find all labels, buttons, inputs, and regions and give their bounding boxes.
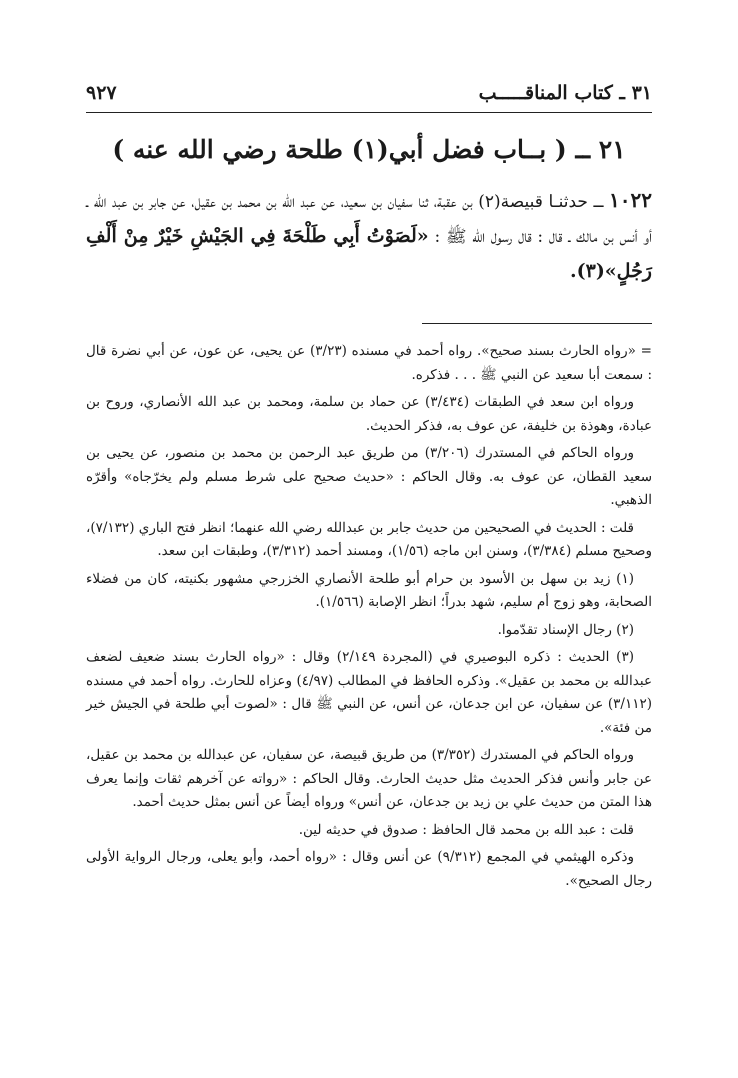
footnote-paragraph: وذكره الهيثمي في المجمع (٩/٣١٢) عن أنس وقال : «رواه أحمد، وأبو يعلى، ورجال الرواية الأولى رجال الصحيح». [86,849,652,889]
footnote-1: (١) زيد بن سهل بن الأسود بن حرام أبو طلحة الأنصاري الخزرجي مشهور بكنيته، كان من فضلاء الصحابة، وهو زوج أم سليم، شهد بدراً؛ انظر الإصابة (١/٥٦٦). [86,570,652,610]
hadith-text [86,183,652,303]
running-head [86,82,652,113]
footnote-paragraph: ورواه الحاكم في المستدرك (٣/٢٠٦) من طريق عبد الرحمن بن محمد بن منصور، عن يحيى بن سعيد القطان، عن عوف به. وقال الحاكم : «حديث صحيح على شرط مسلم ولم يخرّجاه» وأقرّه الذهبي. [86,445,652,508]
footnotes [86,340,652,893]
footnote-paragraph: قلت : الحديث في الصحيحين من حديث جابر بن عبدالله رضي الله عنهما؛ انظر فتح الباري (٧/١٣٢)، وصحيح مسلم (٣/٣٨٤)، وسنن ابن ماجه (١/٥٦)، ومسند أحمد (٣/٣١٢)، وطبقات ابن سعد. [86,519,652,559]
hadith-isnad: ــ حدثنـا قبيصة(٢) بن عقبة، ثنا سفيان بن سعيد، عن عبد الله بن محمد بن عقيل، عن جابر بن عبد الله ـ أو أنس بن مالك ـ قال : قال رسول الله ﷺ : [86,192,652,247]
footnote-continuation: = «رواه الحارث بسند صحيح». رواه أحمد في مسنده (٣/٢٣) عن يحيى، عن عون، عن أبي نضرة قال : سمعت أبا سعيد عن النبي ﷺ . . . فذكره. [86,343,652,383]
hadith-number: ١٠٢٢ [609,188,652,212]
footnote-2: (٢) رجال الإسناد تقدّموا. [497,621,634,638]
footnote-3: (٣) الحديث : ذكره البوصيري في (المجردة ٢/١٤٩) وقال : «رواه الحارث بسند ضعيف لضعف عبدالله بن محمد بن عقيل». وذكره الحافظ في المطالب (٤/٩٧) وعزاه للحارث. رواه أحمد في مسنده (٣/١١٢) عن سفيان، عن ابن جدعان، عن أنس، عن النبي ﷺ قال : «لصوت أبي طلحة في الجيش خير من فئة». [86,649,652,736]
page-number: ٩٢٧ [86,82,117,104]
footnote-paragraph: ورواه الحاكم في المستدرك (٣/٣٥٢) من طريق قبيصة، عن سفيان، عن عبدالله بن محمد بن عقيل، عن جابر وأنس فذكر الحديث مثل حديث الحارث. وقال الحاكم : «رواته عن آخرهم ثقات وإنما يعرف هذا المتن من حديث علي بن زيد بن جدعان، عن أنس» ورواه أيضاً عن أنس بمثل حديث أحمد. [86,747,652,810]
footnote-paragraph: ورواه ابن سعد في الطبقات (٣/٤٣٤) عن حماد بن سلمة، ومحمد بن عبد الله الأنصاري، وروح بن عبادة، وهوذة بن خليفة، عن عوف به، فذكر الحديث. [86,394,652,434]
chapter-heading: ٢١ ــ ( بــاب فضل أبي(١) طلحة رضي الله عنه ) [112,135,626,164]
footnote-divider [422,323,652,324]
chapter-running-title: ٣١ ـ كتاب المناقـــــب [478,82,652,104]
hadith-matn: «لَصَوْتُ أَبِي طَلْحَةَ فِي الجَيْشِ خَيْرٌ مِنْ أَلْفِ رَجُلٍ»(٣). [86,225,652,282]
footnote-paragraph: قلت : عبد الله بن محمد قال الحافظ : صدوق في حديثه لين. [298,821,634,838]
